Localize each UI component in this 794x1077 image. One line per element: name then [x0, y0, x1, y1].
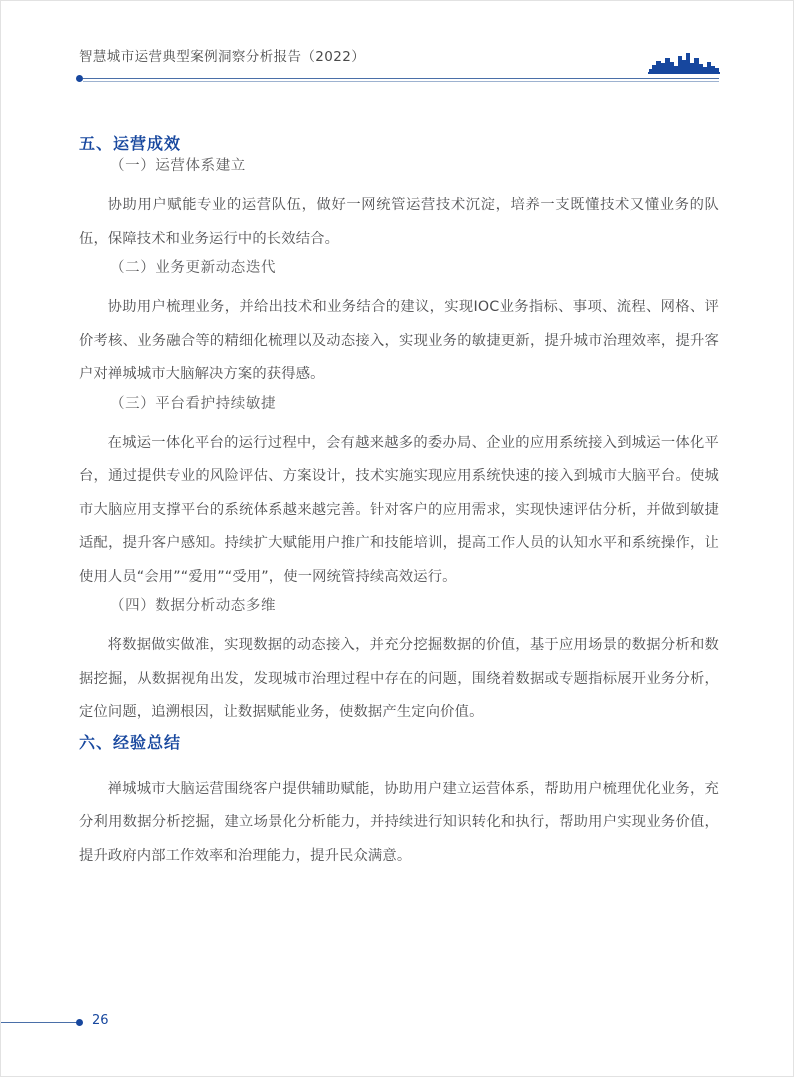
header-rule-dot [76, 75, 83, 82]
page-footer [1, 1011, 794, 1035]
subsection-paragraph-4: 将数据做实做准，实现数据的动态接入，并充分挖掘数据的价值，基于应用场景的数据分析和数据挖掘，从数据视角出发，发现城市治理过程中存在的问题，围绕着数据或专题指标展开业务分析，定位问题，追溯根因，让数据赋能业务，使数据产生定向价值。 [79, 637, 719, 720]
section-paragraph-experience-summary: 禅城城市大脑运营围绕客户提供辅助赋能，协助用户建立运营体系，帮助用户梳理优化业务，充分利用数据分析挖掘，建立场景化分析能力，并持续进行知识转化和执行，帮助用户实现业务价值，提升政府内部工作效率和治理能力，提升民众满意。 [79, 780, 719, 864]
subsection-heading-4: （四）数据分析动态多维 [110, 598, 277, 614]
header-title: 智慧城市运营典型案例洞察分析报告（2022） [79, 49, 366, 65]
subsection-heading-2: （二）业务更新动态迭代 [110, 260, 277, 276]
subsection-paragraph-3: 在城运一体化平台的运行过程中，会有越来越多的委办局、企业的应用系统接入到城运一体化平台，通过提供专业的风险评估、方案设计，技术实施实现应用系统快速的接入到城市大脑平台。使城市大脑应用支撑平台的系统体系越来越完善。针对客户的应用需求，实现快速评估分析，并做到敏捷适配，提升客户感知。持续扩大赋能用户推广和技能培训，提高工作人员的认知水平和系统操作，让使用人员“会用”“爱用”“受用”，使一网统管持续高效运行。 [79, 434, 719, 585]
subsection-paragraph-2: 协助用户梳理业务，并给出技术和业务结合的建议，实现IOC业务指标、事项、流程、网格、评价考核、业务融合等的精细化梳理以及动态接入，实现业务的敏捷更新，提升城市治理效率，提升客户对禅城城市大脑解决方案的获得感。 [79, 299, 719, 382]
subsection-heading-1: （一）运营体系建立 [110, 158, 246, 174]
subsection-paragraph-1: 协助用户赋能专业的运营队伍，做好一网统管运营技术沉淀，培养一支既懂技术又懂业务的队伍，保障技术和业务运行中的长效结合。 [79, 197, 719, 247]
page-number: 26 [92, 1013, 109, 1028]
city-skyline-logo [646, 49, 724, 75]
header-rule-secondary [83, 81, 719, 82]
section-heading-operating-results: 五、运营成效 [79, 134, 182, 153]
header-rule-primary [83, 78, 719, 79]
footer-rule [1, 1022, 79, 1023]
page-content [79, 131, 719, 873]
footer-rule-dot [76, 1019, 83, 1026]
subsection-heading-3: （三）平台看护持续敏捷 [110, 395, 277, 412]
section-heading-experience-summary: 六、经验总结 [79, 732, 182, 752]
